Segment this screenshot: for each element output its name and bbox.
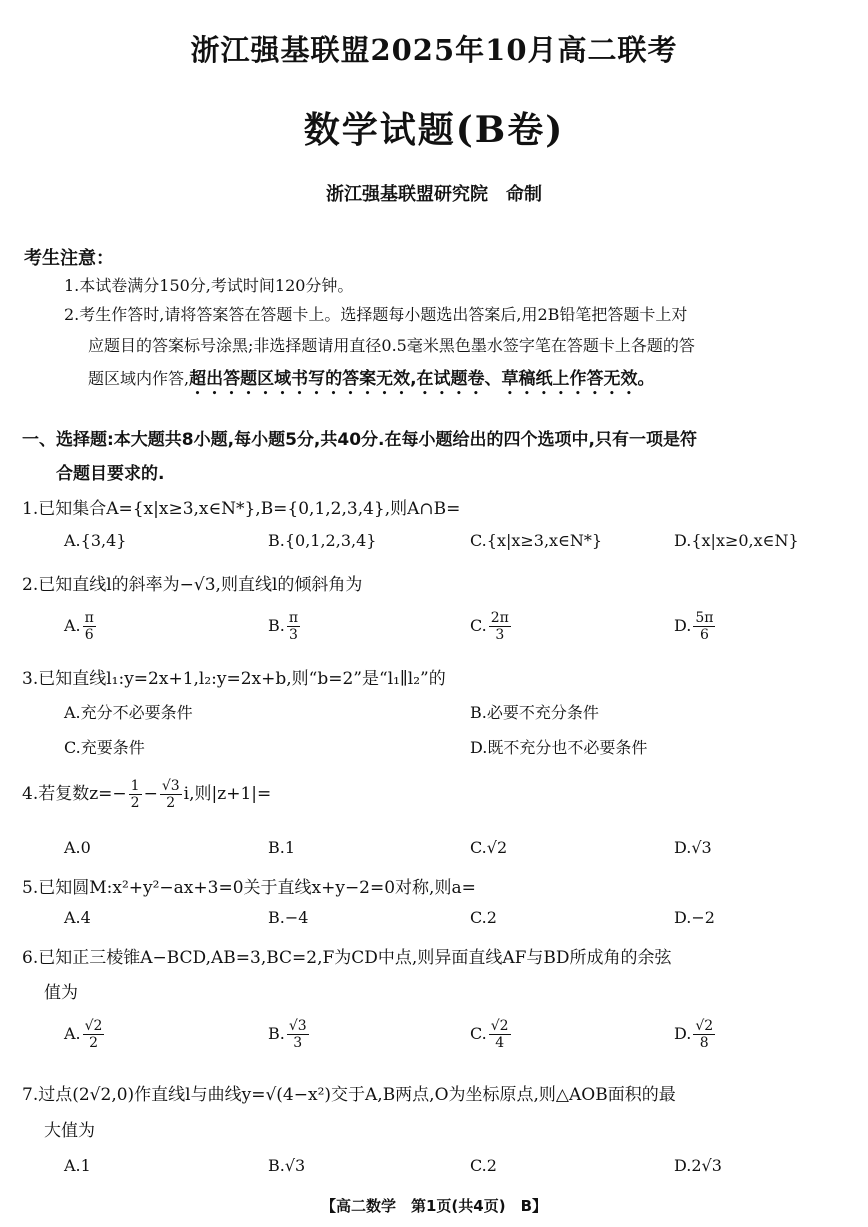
author-line: 浙江强基联盟研究院 命制: [326, 184, 542, 205]
question-2-option-b: B. $\frac{\pi}{3}$: [268, 610, 299, 643]
question-5-option-b: B.−4: [268, 908, 309, 927]
question-4-option-c: C.√2: [470, 838, 508, 857]
question-2-option-c: C. $\frac{2\pi}{3}$: [470, 610, 509, 643]
question-4-option-d: D.√3: [674, 838, 712, 857]
notice-item-2-line2: 应题目的答案标号涂黑;非选择题请用直径0.5毫米黑色墨水签字笔在答题卡上各题的答: [88, 336, 695, 355]
question-3-option-c: C.充要条件: [64, 738, 145, 757]
question-6-option-d: D. $\frac{√2}{8}$: [674, 1018, 714, 1051]
question-1-option-a: A.{3,4}: [64, 531, 127, 550]
question-4-stem: 4.若复数z=− $\frac{1}{2}$ − $\frac{√3}{2}$ i,则|z+1|=: [22, 778, 272, 811]
question-7-option-a: A.1: [64, 1156, 91, 1175]
question-1-option-d: D.{x|x≥0,x∈N}: [674, 531, 799, 550]
question-7-option-c: C.2: [470, 1156, 497, 1175]
question-3-option-d: D.既不充分也不必要条件: [470, 738, 648, 757]
notice-emphasis-text: 超出答题区域书写的答案无效,在试题卷、草稿纸上作答无效。: [189, 369, 655, 389]
section-heading-line1: 一、选择题:本大题共8小题,每小题5分,共40分.在每小题给出的四个选项中,只有一项是符: [22, 430, 697, 450]
question-6-stem-line2: 值为: [44, 983, 78, 1003]
question-2-option-a: A. $\frac{\pi}{6}$: [64, 610, 94, 643]
question-7-option-b: B.√3: [268, 1156, 306, 1175]
notice-item-1: 1.本试卷满分150分,考试时间120分钟。: [64, 276, 354, 295]
question-1-stem: 1.已知集合A={x|x≥3,x∈N*},B={0,1,2,3,4},则A∩B=: [22, 499, 461, 519]
exam-title: 浙江强基联盟2025年10月高二联考: [190, 33, 678, 67]
question-1-option-c: C.{x|x≥3,x∈N*}: [470, 531, 603, 550]
notice-item-2-line3: [88, 364, 655, 399]
question-4-option-a: A.0: [64, 838, 91, 857]
section-heading-line2: 合题目要求的.: [56, 464, 165, 484]
question-7-stem-line1: 7.过点(2√2,0)作直线l与曲线y=√(4−x²)交于A,B两点,O为坐标原点,则△AOB面积的最: [22, 1085, 676, 1105]
notice-heading: 考生注意：: [24, 248, 114, 269]
question-7-option-d: D.2√3: [674, 1156, 722, 1175]
question-7-stem-line2: 大值为: [44, 1121, 95, 1141]
question-3-option-a: A.充分不必要条件: [64, 703, 193, 722]
question-3-stem: 3.已知直线l₁:y=2x+1,l₂:y=2x+b,则“b=2”是“l₁∥l₂”的: [22, 669, 446, 689]
question-1-option-b: B.{0,1,2,3,4}: [268, 531, 377, 550]
question-2-option-d: D. $\frac{5\pi}{6}$: [674, 610, 714, 643]
question-4-option-b: B.1: [268, 838, 296, 857]
notice-item-2-line1: 2.考生作答时,请将答案答在答题卡上。选择题每小题选出答案后,用2B铅笔把答题卡上对: [64, 305, 688, 324]
question-6-option-a: A. $\frac{√2}{2}$: [64, 1018, 103, 1051]
question-2-stem: 2.已知直线l的斜率为−√3,则直线l的倾斜角为: [22, 575, 363, 595]
question-5-option-a: A.4: [64, 908, 91, 927]
page-footer: 【高二数学 第1页(共4页) B】: [320, 1197, 548, 1215]
notice-plain-text: 题区域内作答,: [88, 369, 190, 388]
subject-title: 数学试题(B卷): [303, 109, 565, 151]
question-6-option-b: B. $\frac{√3}{3}$: [268, 1018, 307, 1051]
question-5-option-d: D.−2: [674, 908, 715, 927]
question-6-option-c: C. $\frac{√2}{4}$: [470, 1018, 509, 1051]
question-5-option-c: C.2: [470, 908, 497, 927]
question-6-stem-line1: 6.已知正三棱锥A−BCD,AB=3,BC=2,F为CD中点,则异面直线AF与BD所成角的余弦: [22, 948, 672, 968]
question-5-stem: 5.已知圆M:x²+y²−ax+3=0关于直线x+y−2=0对称,则a=: [22, 878, 476, 898]
question-3-option-b: B.必要不充分条件: [470, 703, 599, 722]
